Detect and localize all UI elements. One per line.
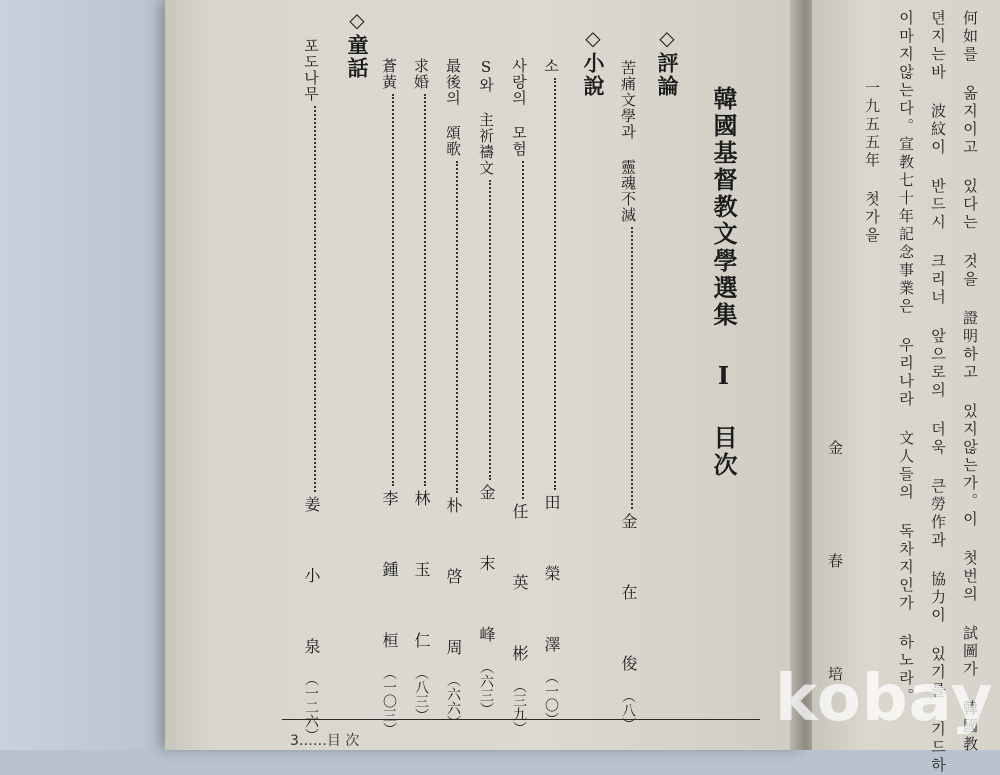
section-heading-fairytale xyxy=(342,8,372,80)
diamond-icon: ◇ xyxy=(581,26,605,52)
entry-author: 田 榮 澤 xyxy=(542,494,561,670)
entry-page: （八三） xyxy=(413,666,429,722)
section-name: 小說 xyxy=(581,52,606,98)
dot-leader xyxy=(424,94,426,486)
section-name: 童話 xyxy=(345,34,370,80)
entry-author: 姜 小 泉 xyxy=(302,496,321,672)
entry-title: 사랑의 모험 xyxy=(510,58,528,157)
entry-author: 金 末 峰 xyxy=(477,484,496,660)
right-page-line: 何如를 옮지이고 있다는 것을 證明하고 있지않는가。이 첫번의 試圖가 韓國教 xyxy=(961,10,979,754)
dot-leader xyxy=(554,78,556,490)
dot-leader xyxy=(456,161,458,493)
dot-leader xyxy=(631,227,633,509)
page-footer: 3……目 次 xyxy=(290,733,360,749)
book-title: 韓國基督教文學選集 I 目次 xyxy=(709,86,738,479)
entry-author: 朴 啓 周 xyxy=(444,497,463,673)
entry-page: （一〇三） xyxy=(381,666,397,736)
entry-author: 李 鍾 桓 xyxy=(380,490,399,666)
entry-author: 林 玉 仁 xyxy=(412,490,431,666)
entry-page: （一〇） xyxy=(543,670,559,726)
footer-rule xyxy=(282,719,760,720)
dot-leader xyxy=(392,94,394,486)
right-page-line: 이마지않는다。宣教七十年記念事業은 우리나라 文人들의 독차지인가 하노라。 xyxy=(897,10,915,706)
toc-entry[interactable] xyxy=(540,58,563,726)
toc-entry[interactable] xyxy=(617,60,640,731)
author-signature: 金 春 培 xyxy=(826,440,844,721)
toc-entry[interactable] xyxy=(442,58,465,729)
toc-entry[interactable] xyxy=(508,58,531,735)
section-heading-criticism xyxy=(652,26,682,98)
entry-title: 蒼黃 xyxy=(380,58,398,90)
diamond-icon: ◇ xyxy=(655,26,679,52)
entry-author: 任 英 彬 xyxy=(510,503,529,679)
entry-title: 苦痛文學과 靈魂不滅 xyxy=(619,60,637,223)
entry-page: （三九） xyxy=(511,679,527,735)
dot-leader xyxy=(522,161,524,499)
entry-page: （六六） xyxy=(445,673,461,729)
toc-entry[interactable] xyxy=(378,58,401,736)
toc-entry[interactable] xyxy=(410,58,433,722)
entry-page: （六三） xyxy=(478,660,494,716)
date-line: 一九五五年 첫가을 xyxy=(863,80,881,245)
section-name: 評論 xyxy=(655,52,680,98)
entry-page: （八） xyxy=(620,689,636,731)
dot-leader xyxy=(489,180,491,480)
entry-title: 最後의 頌歌 xyxy=(444,58,462,157)
right-page-line: 뎐지는바 波紋이 반드시 크리너 앞으로의 더욱 큰勞作과 協力이 있기를 기드하 xyxy=(929,10,947,775)
entry-title: S와 主祈禱文 xyxy=(477,58,495,176)
entry-author: 金 在 俊 xyxy=(619,513,638,689)
section-heading-novel xyxy=(578,26,608,98)
toc-entry[interactable] xyxy=(300,38,323,742)
diamond-icon: ◇ xyxy=(345,8,369,34)
watermark: kobay xyxy=(775,662,994,736)
entry-title: 求婚 xyxy=(412,58,430,90)
entry-title: 소 xyxy=(542,58,560,74)
toc-entry[interactable] xyxy=(475,58,498,716)
entry-page: （一二六） xyxy=(303,672,319,742)
dot-leader xyxy=(314,106,316,492)
entry-title: 포도나무 xyxy=(302,38,320,102)
